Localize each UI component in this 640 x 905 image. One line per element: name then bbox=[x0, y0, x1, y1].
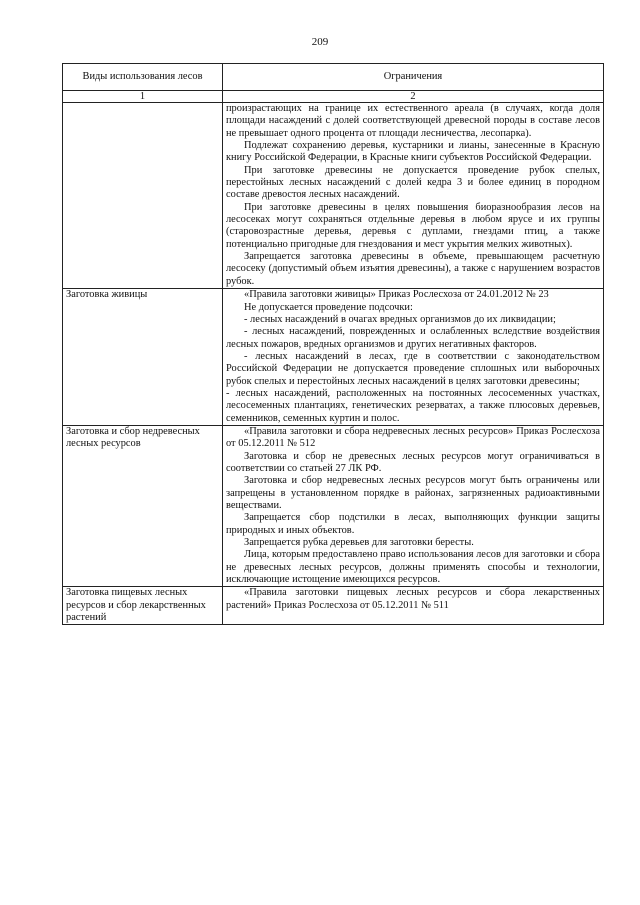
usage-type-cell bbox=[63, 103, 223, 289]
usage-type-cell bbox=[63, 289, 223, 426]
restriction-paragraph: Заготовка и сбор недревесных лесных ресурсов могут быть ограничены или запрещены в установленном порядке в районах, загрязненных радиоактивными веществами. bbox=[226, 475, 600, 511]
restriction-paragraph: Запрещается сбор подстилки в лесах, выполняющих функции защиты природных и иных объектов. bbox=[226, 512, 600, 536]
restriction-paragraph: Заготовка и сбор не древесных лесных ресурсов могут ограничиваться в соответствии со статьей 27 ЛК РФ. bbox=[226, 450, 600, 474]
restriction-paragraph: Подлежат сохранению деревья, кустарники и лианы, занесенные в Красную книгу Российской Федерации, в Красные книги субъектов Российской Федерации. bbox=[226, 140, 600, 164]
restriction-paragraph: - лесных насаждений, поврежденных и ослабленных вследствие воздействия лесных пожаров, вредных организмов и других негативных факторов. bbox=[226, 326, 600, 350]
header-usage-type: Виды использования лесов bbox=[63, 64, 223, 91]
restriction-paragraph: «Правила заготовки пищевых лесных ресурсов и сбора лекарственных растений» Приказ Рослесхоза от 05.12.2011 № 511 bbox=[226, 587, 600, 611]
table-body bbox=[63, 103, 604, 625]
restrictions-cell bbox=[223, 587, 604, 625]
restriction-paragraph: Запрещается заготовка древесины в объеме, превышающем расчетную лесосеку (допустимый объем изъятия древесины), а также с нарушением возрастов рубок. bbox=[226, 251, 600, 287]
header-restrictions: Ограничения bbox=[223, 64, 604, 91]
restriction-paragraph: При заготовке древесины в целях повышения биоразнообразия лесов на лесосеках могут сохраняться отдельные деревья в любом ярусе и их группы (старовозрастные деревья, деревья с дуплами, гнездами птиц, а также потенциально пригодные для гнездования и мест укрытия мелких животных). bbox=[226, 201, 600, 250]
restriction-paragraph: Запрещается рубка деревьев для заготовки бересты. bbox=[244, 537, 474, 549]
restriction-paragraph: «Правила заготовки и сбора недревесных лесных ресурсов» Приказ Рослесхоза от 05.12.2011 № 512 bbox=[226, 425, 600, 450]
restriction-paragraph: - лесных насаждений, расположенных на постоянных лесосеменных участках, лесосеменных плантациях, генетических резерватах, а также плюсовых деревьев, семенников, семенных куртин и полос. bbox=[226, 387, 600, 424]
column-number-2: 2 bbox=[223, 91, 604, 103]
table-row bbox=[63, 425, 604, 586]
restrictions-cell bbox=[223, 425, 604, 586]
restrictions-table bbox=[62, 63, 604, 625]
restrictions-cell bbox=[223, 103, 604, 289]
restrictions-cell bbox=[223, 289, 604, 426]
restriction-paragraph: «Правила заготовки живицы» Приказ Рослесхоза от 24.01.2012 № 23 bbox=[244, 289, 549, 301]
table-row bbox=[63, 587, 604, 625]
usage-type-cell bbox=[63, 587, 223, 625]
page-number: 209 bbox=[311, 36, 329, 48]
table-row bbox=[63, 103, 604, 289]
usage-type-label: Заготовка пищевых лесных ресурсов и сбор лекарственных растений bbox=[66, 587, 206, 624]
restriction-paragraph: Лица, которым предоставлено право использования лесов для заготовки и сбора не древесных лесных ресурсов, должны применять способы и технологии, исключающие истощение имеющихся ресурсов. bbox=[226, 549, 601, 586]
restriction-paragraph: произрастающих на границе их естественного ареала (в случаях, когда доля площади насаждений с долей соответствующей древесной породы в составе лесов не превышает одного процента от площади лесничества, лесопарка). bbox=[226, 103, 600, 139]
restriction-paragraph: При заготовке древесины не допускается проведение рубок спелых, перестойных лесных насаждений с долей кедра 3 и более единиц в породном составе древостоя лесных насаждений. bbox=[226, 164, 600, 201]
usage-type-label: Заготовка живицы bbox=[66, 289, 148, 301]
restriction-paragraph: - лесных насаждений в лесах, где в соответствии с законодательством Российской Федерации не допускается проведение сплошных или выборочных рубок спелых и перестойных лесных насаждений в целях заготовки древесины; bbox=[226, 350, 600, 387]
usage-type-label: Заготовка и сбор недревесных лесных ресурсов bbox=[66, 425, 200, 450]
restriction-paragraph: - лесных насаждений в очагах вредных организмов до их ликвидации; bbox=[244, 313, 556, 325]
column-number-1: 1 bbox=[63, 91, 223, 103]
restriction-paragraph: Не допускается проведение подсочки: bbox=[244, 301, 413, 313]
table-row bbox=[63, 289, 604, 426]
usage-type-cell bbox=[63, 425, 223, 586]
